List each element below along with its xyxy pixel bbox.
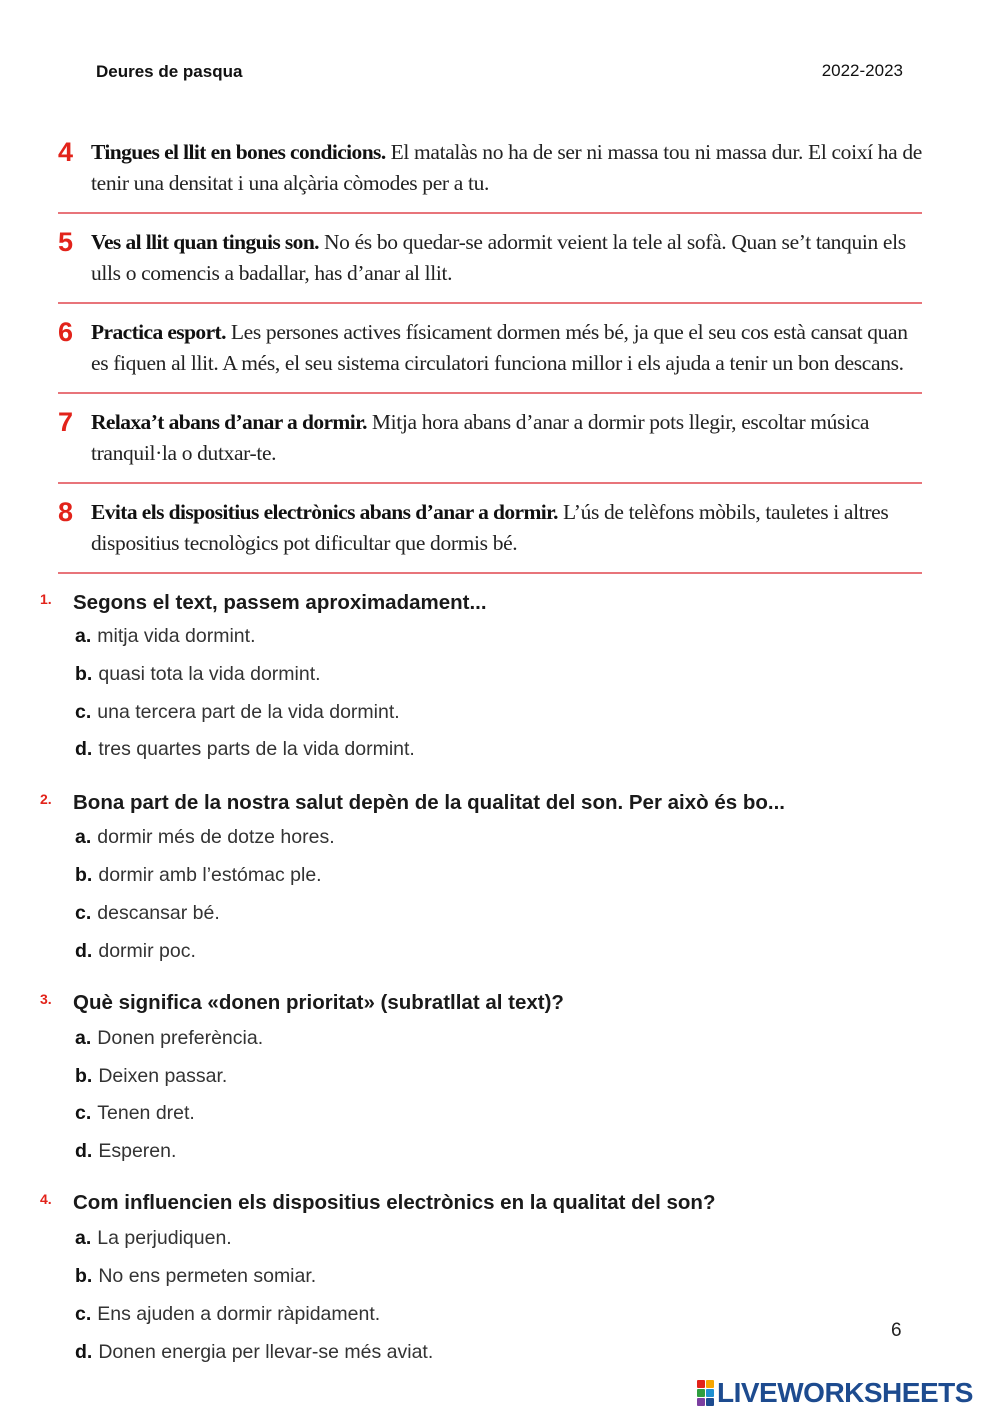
tip-item xyxy=(58,495,922,574)
option-text: Deixen passar. xyxy=(98,1065,228,1087)
option-c[interactable] xyxy=(75,1102,195,1125)
option-text: La perjudiquen. xyxy=(97,1227,232,1249)
header-year: 2022-2023 xyxy=(821,61,903,80)
logo-tile xyxy=(697,1380,705,1388)
option-a[interactable] xyxy=(75,1027,263,1050)
question-text: Bona part de la nostra salut depèn de la qualitat del son. Per això és bo... xyxy=(73,791,785,814)
option-d[interactable] xyxy=(75,940,196,963)
tips-list xyxy=(58,135,922,585)
tip-number: 6 xyxy=(58,317,73,347)
option-text: Esperen. xyxy=(98,1140,177,1162)
option-c[interactable] xyxy=(75,902,220,925)
tip-item xyxy=(58,225,922,304)
option-letter: a. xyxy=(75,1027,92,1049)
page-number: 6 xyxy=(891,1320,902,1341)
option-c[interactable] xyxy=(75,701,400,724)
tip-heading: Evita els dispositius electrònics abans d’anar a dormir. xyxy=(91,500,558,524)
option-letter: c. xyxy=(75,701,92,723)
option-letter: b. xyxy=(75,1065,93,1087)
option-letter: b. xyxy=(75,663,93,685)
tip-heading: Practica esport. xyxy=(91,320,226,344)
tip-text: Mitja hora abans d’anar a dormir pots llegir, escoltar música tranquil·la o dutxar-te. xyxy=(91,410,870,465)
option-b[interactable] xyxy=(75,864,322,887)
tip-number: 5 xyxy=(58,227,73,257)
option-letter: a. xyxy=(75,826,92,848)
option-letter: c. xyxy=(75,1303,92,1325)
option-text: descansar bé. xyxy=(97,902,220,924)
option-text: dormir poc. xyxy=(98,940,196,962)
logo-tile xyxy=(706,1380,714,1388)
question-text: Segons el text, passem aproximadament... xyxy=(73,591,487,614)
tip-number: 4 xyxy=(58,137,73,167)
option-text: quasi tota la vida dormint. xyxy=(98,663,321,685)
question-number: 2. xyxy=(40,791,52,807)
tip-text: Les persones actives físicament dormen més bé, ja que el seu cos està cansat quan es fiquen al llit. A més, el seu sistema circulatori funciona millor i els ajuda a tenir un bon descans. xyxy=(91,320,908,375)
option-letter: d. xyxy=(75,1341,93,1363)
tip-text: L’ús de telèfons mòbils, tauletes i altres dispositius tecnològics pot dificultar que dormis bé. xyxy=(91,500,889,555)
tip-item xyxy=(58,135,922,214)
option-b[interactable] xyxy=(75,1065,227,1088)
tip-number: 7 xyxy=(58,407,73,437)
option-letter: b. xyxy=(75,1265,93,1287)
tip-item xyxy=(58,405,922,484)
option-letter: d. xyxy=(75,940,93,962)
tip-heading: Tingues el llit en bones condicions. xyxy=(91,140,386,164)
option-text: Donen energia per llevar-se més aviat. xyxy=(98,1341,434,1363)
liveworksheets-icon xyxy=(697,1380,714,1406)
option-letter: a. xyxy=(75,625,92,647)
tip-heading: Relaxa’t abans d’anar a dormir. xyxy=(91,410,367,434)
option-d[interactable] xyxy=(75,1341,433,1364)
header-title: Deures de pasqua xyxy=(96,62,243,81)
option-letter: b. xyxy=(75,864,93,886)
question-number: 3. xyxy=(40,991,52,1007)
tip-text: El matalàs no ha de ser ni massa tou ni massa dur. El coixí ha de tenir una densitat i una alçària còmodes per a tu. xyxy=(91,140,922,195)
option-letter: c. xyxy=(75,902,92,924)
option-text: una tercera part de la vida dormint. xyxy=(97,701,400,723)
question-number: 1. xyxy=(40,591,52,607)
option-b[interactable] xyxy=(75,663,321,686)
option-a[interactable] xyxy=(75,1227,232,1250)
option-text: Ens ajuden a dormir ràpidament. xyxy=(97,1303,381,1325)
option-d[interactable] xyxy=(75,738,415,761)
option-b[interactable] xyxy=(75,1265,316,1288)
logo-tile xyxy=(706,1389,714,1397)
question-text: Què significa «donen prioritat» (subratllat al text)? xyxy=(73,991,564,1014)
question-text: Com influencien els dispositius electrònics en la qualitat del son? xyxy=(73,1191,716,1214)
logo-tile xyxy=(697,1389,705,1397)
tip-item xyxy=(58,315,922,394)
option-text: Donen preferència. xyxy=(97,1027,264,1049)
option-text: dormir més de dotze hores. xyxy=(97,826,335,848)
option-letter: a. xyxy=(75,1227,92,1249)
option-d[interactable] xyxy=(75,1140,176,1163)
liveworksheets-text: LIVEWORKSHEETS xyxy=(717,1377,973,1408)
option-text: No ens permeten somiar. xyxy=(98,1265,317,1287)
tip-number: 8 xyxy=(58,497,73,527)
option-a[interactable] xyxy=(75,826,335,849)
option-text: dormir amb l’estómac ple. xyxy=(98,864,322,886)
option-letter: d. xyxy=(75,1140,93,1162)
option-text: Tenen dret. xyxy=(97,1102,195,1124)
option-letter: c. xyxy=(75,1102,92,1124)
logo-tile xyxy=(706,1398,714,1406)
option-text: tres quartes parts de la vida dormint. xyxy=(98,738,415,760)
option-a[interactable] xyxy=(75,625,255,648)
question-number: 4. xyxy=(40,1191,52,1207)
liveworksheets-logo xyxy=(697,1378,973,1408)
option-text: mitja vida dormint. xyxy=(97,625,256,647)
logo-tile xyxy=(697,1398,705,1406)
tip-heading: Ves al llit quan tinguis son. xyxy=(91,230,319,254)
tip-text: No és bo quedar-se adormit veient la tele al sofà. Quan se’t tanquin els ulls o comencis a badallar, has d’anar al llit. xyxy=(91,230,906,285)
option-c[interactable] xyxy=(75,1303,380,1326)
option-letter: d. xyxy=(75,738,93,760)
